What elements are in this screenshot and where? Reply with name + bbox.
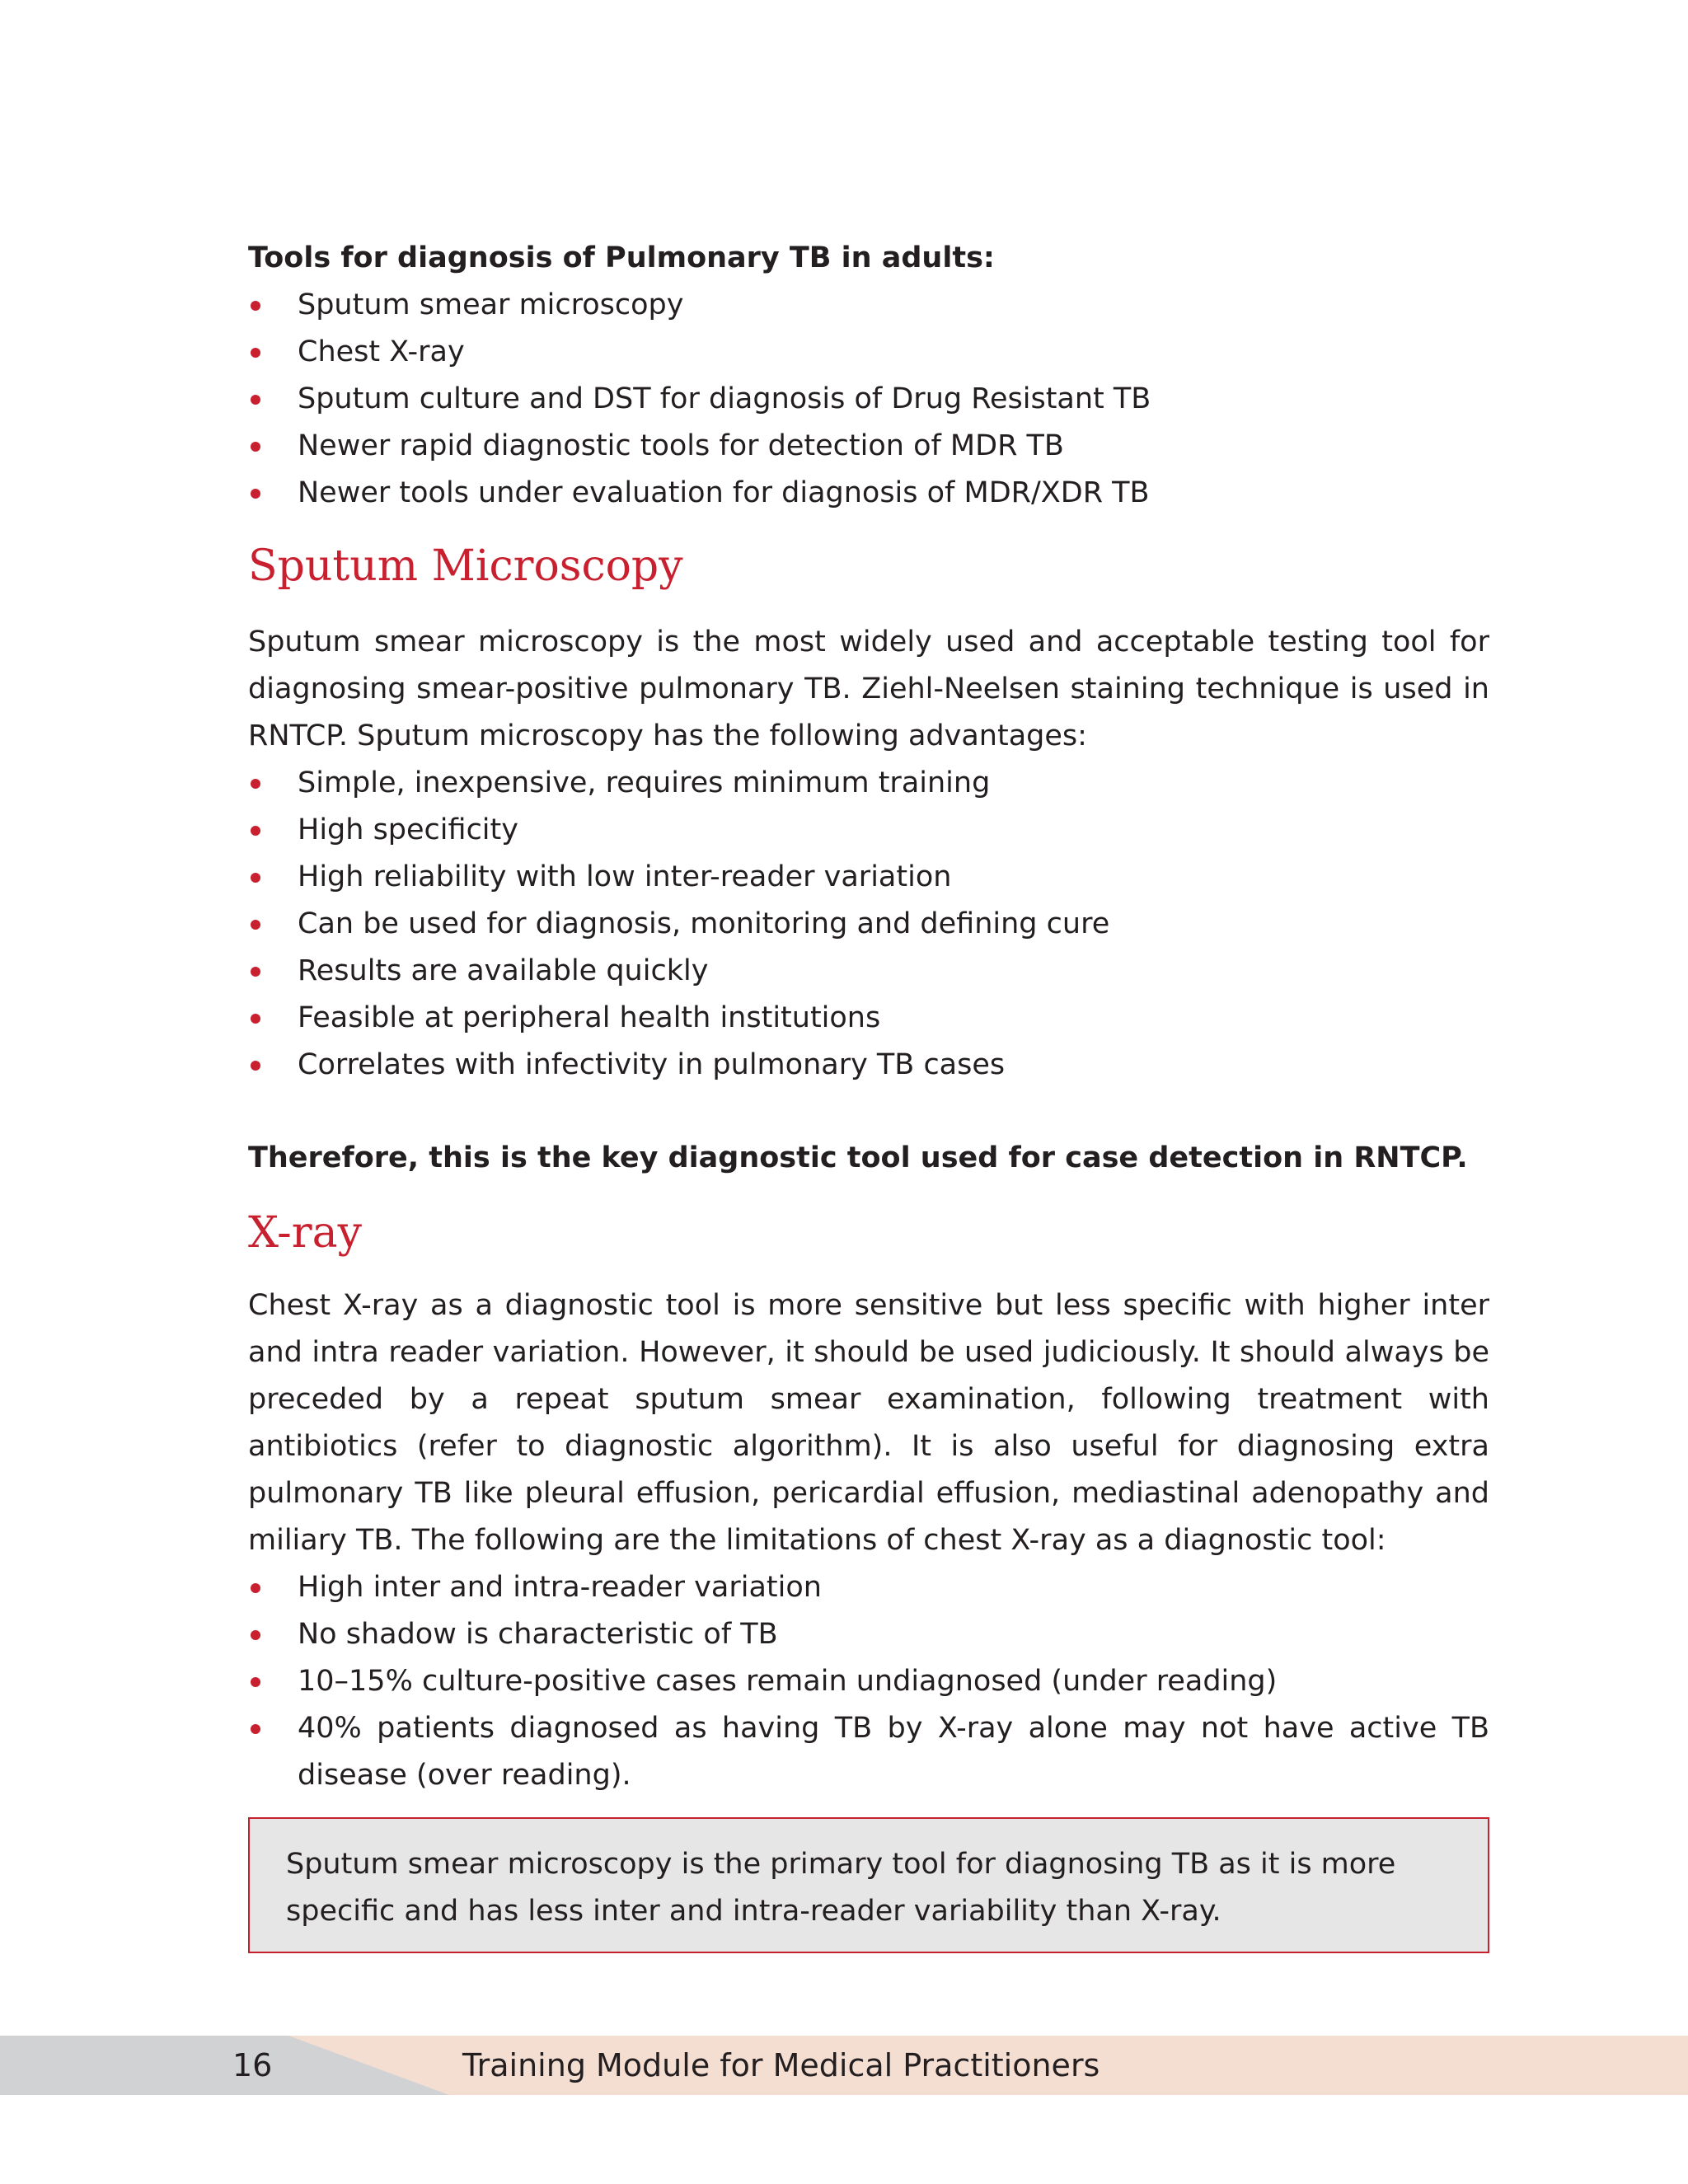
list-item-text: Sputum culture and DST for diagnosis of Drug Resistant TB (298, 382, 1151, 415)
list-item (248, 1705, 1489, 1799)
page-content (248, 235, 1489, 1953)
bullet-icon (251, 1061, 260, 1071)
bullet-icon (251, 395, 260, 405)
list-item (248, 760, 1489, 807)
list-item-text: 40% patients diagnosed as having TB by X-ray alone may not have active TB disease (over reading). (298, 1712, 1489, 1792)
xray-paragraph: Chest X-ray as a diagnostic tool is more sensitive but less specific with higher inter and intra reader variation. However, it should be used judiciously. It should always be preceded by a repeat sputum smear examination, following treatment with antibiotics (refer to diagnostic algorithm). It is also useful for diagnosing extra pulmonary TB like pleural effusion, pericardial effusion, mediastinal adenopathy and miliary TB. The following are the limitations of chest X-ray as a diagnostic tool: (248, 1289, 1489, 1557)
key-point-box (248, 1817, 1489, 1953)
xray-limitations-list (248, 1564, 1489, 1799)
bullet-icon (251, 1677, 260, 1687)
sputum-advantages-list (248, 760, 1489, 1089)
list-item (248, 1042, 1489, 1089)
bullet-icon (251, 920, 260, 930)
tools-heading: Tools for diagnosis of Pulmonary TB in adults: (248, 241, 995, 274)
list-item-text: High reliability with low inter-reader variation (298, 860, 952, 893)
xray-heading: X-ray (248, 1208, 362, 1258)
list-item-text: Results are available quickly (298, 954, 709, 987)
list-item-text: Chest X-ray (298, 335, 465, 368)
page-number: 16 (232, 2047, 273, 2083)
bullet-icon (251, 1014, 260, 1024)
list-item (248, 282, 1489, 329)
list-item-text: Correlates with infectivity in pulmonary TB cases (298, 1048, 1006, 1081)
sputum-paragraph: Sputum smear microscopy is the most widely used and acceptable testing tool for diagnosing smear-positive pulmonary TB. Ziehl-Neelsen staining technique is used in RNTCP. Sputum microscopy has the following advantages: (248, 626, 1489, 752)
bullet-icon (251, 1583, 260, 1593)
list-item (248, 901, 1489, 948)
list-item-text: Newer rapid diagnostic tools for detection of MDR TB (298, 429, 1064, 462)
bullet-icon (251, 873, 260, 883)
bullet-icon (251, 489, 260, 499)
list-item-text: Newer tools under evaluation for diagnosis of MDR/XDR TB (298, 476, 1150, 509)
list-item-text: Feasible at peripheral health institutions (298, 1001, 881, 1034)
tools-list (248, 282, 1489, 517)
list-item (248, 854, 1489, 901)
list-item (248, 1564, 1489, 1611)
list-item (248, 423, 1489, 470)
bullet-icon (251, 442, 260, 452)
list-item-text: No shadow is characteristic of TB (298, 1618, 778, 1651)
key-point-text: Sputum smear microscopy is the primary tool for diagnosing TB as it is more specific and has less inter and intra-reader variability than X-ray. (286, 1848, 1396, 1928)
list-item (248, 948, 1489, 995)
list-item-text: High specificity (298, 813, 518, 846)
bullet-icon (251, 301, 260, 311)
list-item (248, 376, 1489, 423)
list-item (248, 329, 1489, 376)
bullet-icon (251, 779, 260, 789)
list-item (248, 995, 1489, 1042)
bullet-icon (251, 967, 260, 977)
bullet-icon (251, 1630, 260, 1640)
list-item-text: Simple, inexpensive, requires minimum training (298, 766, 991, 799)
list-item (248, 470, 1489, 517)
list-item-text: High inter and intra-reader variation (298, 1571, 822, 1604)
running-title: Training Module for Medical Practitioners (462, 2047, 1100, 2083)
list-item-text: 10–15% culture-positive cases remain undiagnosed (under reading) (298, 1665, 1278, 1698)
sputum-microscopy-heading: Sputum Microscopy (248, 541, 683, 591)
bullet-icon (251, 348, 260, 358)
list-item (248, 807, 1489, 854)
sputum-conclusion: Therefore, this is the key diagnostic tool used for case detection in RNTCP. (248, 1141, 1468, 1174)
list-item-text: Sputum smear microscopy (298, 288, 684, 321)
list-item (248, 1611, 1489, 1658)
list-item-text: Can be used for diagnosis, monitoring and defining cure (298, 907, 1110, 940)
list-item (248, 1658, 1489, 1705)
bullet-icon (251, 1724, 260, 1734)
bullet-icon (251, 826, 260, 836)
page-footer (0, 2036, 1688, 2095)
